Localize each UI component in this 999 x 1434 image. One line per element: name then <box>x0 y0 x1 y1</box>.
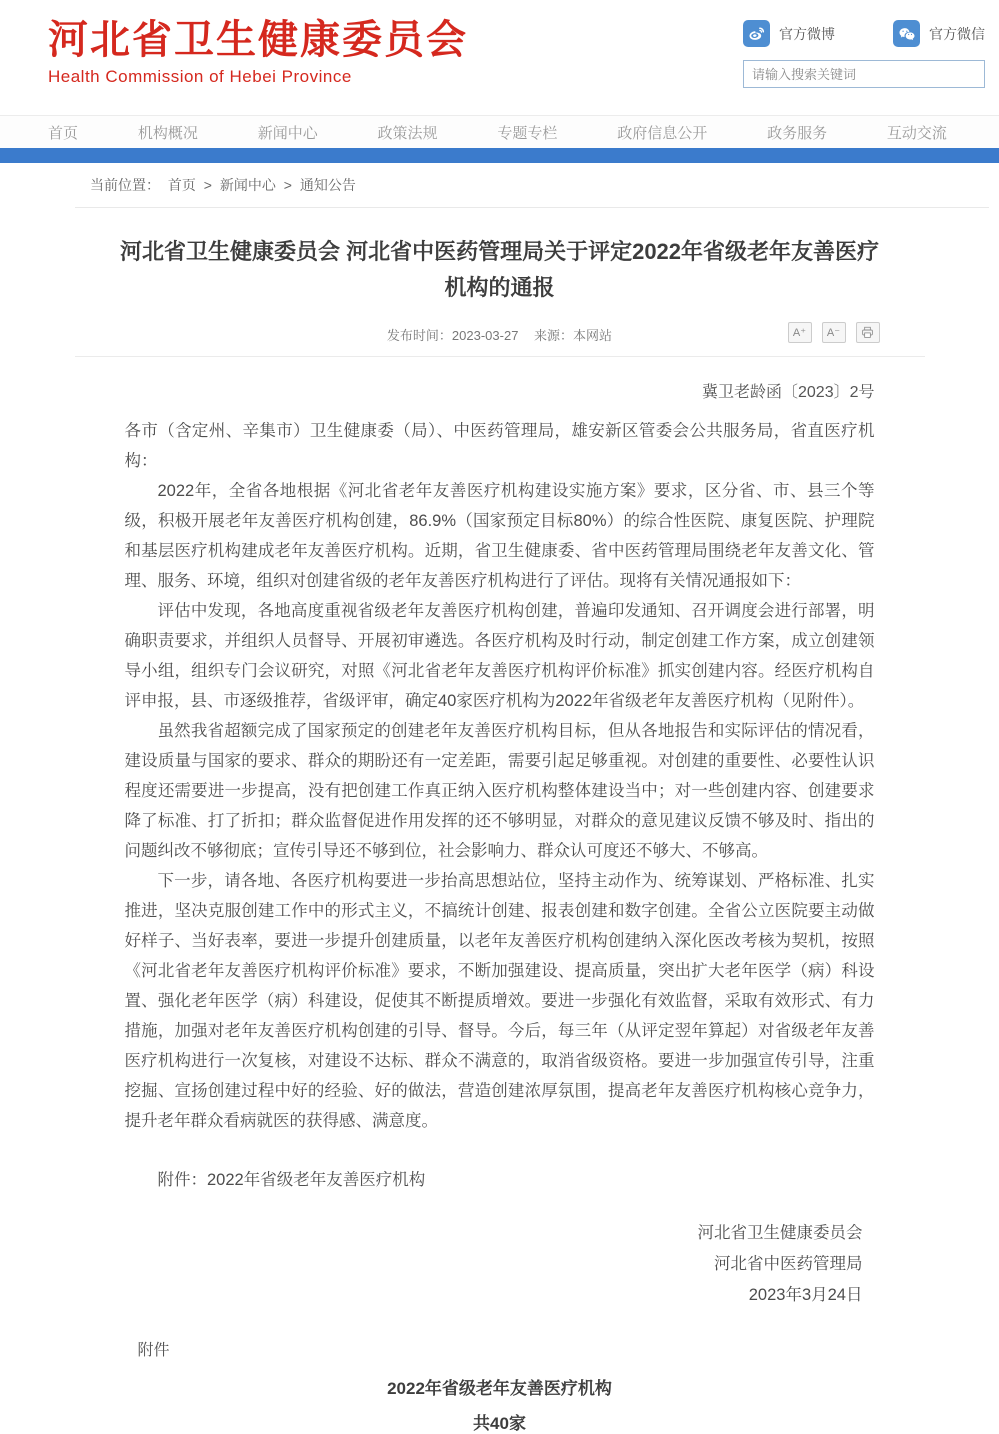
salutation: 各市（含定州、辛集市）卫生健康委（局）、中医药管理局，雄安新区管委会公共服务局，省直医疗机构： <box>124 421 875 470</box>
site-title-en: Health Commission of Hebei Province <box>48 67 352 86</box>
font-decrease-button[interactable]: A⁻ <box>822 322 846 343</box>
publish-time: 发布时间：2023-03-27 <box>386 327 519 343</box>
signature-date: 2023年3月24日 <box>748 1285 863 1304</box>
nav-item-overview[interactable]: 机构概况 <box>137 124 198 142</box>
article <box>75 208 925 1434</box>
attachment-title: 2022年省级老年友善医疗机构 <box>387 1378 612 1398</box>
weibo-icon <box>743 20 770 47</box>
paragraph: 2022年，全省各地根据《河北省老年友善医疗机构建设实施方案》要求，区分省、市、县三个等级，积极开展老年友善医疗机构创建，86.9%（国家预定目标80%）的综合性医院、康复医院、护理院和基层医疗机构建成老年友善医疗机构。近期，省卫生健康委、省中医药管理局围绕老年友善文化、管理、服务、环境，组织对创建省级的老年友善医疗机构进行了评估。现将有关情况通报如下： <box>124 481 875 590</box>
print-button[interactable] <box>856 322 880 343</box>
site-title-cn: 河北省卫生健康委员会 <box>48 18 468 62</box>
font-increase-button[interactable]: A⁺ <box>788 322 812 343</box>
wechat-link[interactable] <box>893 20 985 47</box>
wechat-icon <box>893 20 920 47</box>
breadcrumb-news-center[interactable]: 新闻中心 <box>219 177 276 193</box>
breadcrumb-label: 当前位置： <box>90 177 160 193</box>
article-source: 来源：本网站 <box>534 327 613 343</box>
site-header <box>0 0 999 115</box>
paragraph: 虽然我省超额完成了国家预定的创建老年友善医疗机构目标，但从各地报告和实际评估的情况看，建设质量与国家的要求、群众的期盼还有一定差距，需要引起足够重视。对创建的重要性、必要性认识程度还需要进一步提高，没有把创建工作真正纳入医疗机构整体建设当中；对一些创建内容、创建要求降了标准、打了折扣；群众监督促进作用发挥的还不够明显，对群众的意见建议反馈不够及时、指出的问题纠改不够彻底；宣传引导还不够到位，社会影响力、群众认可度还不够大、不够高。 <box>124 721 875 860</box>
nav-item-interaction[interactable]: 互动交流 <box>886 124 947 142</box>
breadcrumb-home[interactable]: 首页 <box>167 177 196 193</box>
nav-item-news[interactable]: 新闻中心 <box>257 124 318 142</box>
breadcrumb-separator: > <box>283 177 292 193</box>
search-input[interactable] <box>743 60 985 88</box>
article-body <box>75 402 925 1136</box>
paragraph: 下一步，请各地、各医疗机构要进一步抬高思想站位，坚持主动作为、统筹谋划、严格标准、扎实推进，坚决克服创建工作中的形式主义，不搞统计创建、报表创建和数字创建。全省公立医院要主动做好样子、当好表率，要进一步提升创建质量，以老年友善医疗机构创建纳入深化医改考核为契机，按照《河北省老年友善医疗机构评价标准》要求，不断加强建设、提高质量，突出扩大老年医学（病）科设置、强化老年医学（病）科建设，促使其不断提质增效。要进一步强化有效监督，采取有效形式、有力措施，加强对老年友善医疗机构创建的引导、督导。今后，每三年（从评定翌年算起）对省级老年友善医疗机构进行一次复核，对建设不达标、群众不满意的，取消省级资格。要进一步加强宣传引导，注重挖掘、宣扬创建过程中好的经验、好的做法，营造创建浓厚氛围，提高老年友善医疗机构核心竞争力，提升老年群众看病就医的获得感、满意度。 <box>124 871 875 1130</box>
document-number: 冀卫老龄函〔2023〕2号 <box>702 383 875 401</box>
attachment-label: 附件 <box>137 1341 170 1359</box>
main-nav <box>0 115 999 148</box>
attachment-reference: 附件：2022年省级老年友善医疗机构 <box>157 1170 426 1189</box>
signature-org-2: 河北省中医药管理局 <box>714 1254 863 1273</box>
signature-block <box>75 1190 925 1311</box>
breadcrumb-separator: > <box>203 177 212 193</box>
attachment-count: 共40家 <box>473 1413 526 1433</box>
breadcrumb <box>75 163 989 208</box>
nav-item-topics[interactable]: 专题专栏 <box>497 124 558 142</box>
weibo-label: 官方微博 <box>779 25 835 42</box>
breadcrumb-notices[interactable]: 通知公告 <box>299 177 356 193</box>
paragraph: 评估中发现，各地高度重视省级老年友善医疗机构创建，普遍印发通知、召开调度会进行部署，明确职责要求，并组织人员督导、开展初审遴选。各医疗机构及时行动，制定创建工作方案，成立创建领导小组，组织专门会议研究，对照《河北省老年友善医疗机构评价标准》抓实创建内容。经医疗机构自评申报，县、市逐级推荐，省级评审，确定40家医疗机构为2022年省级老年友善医疗机构（见附件）。 <box>124 601 875 710</box>
print-icon <box>861 326 874 339</box>
weibo-link[interactable] <box>743 20 835 47</box>
nav-item-gov-info[interactable]: 政府信息公开 <box>617 124 708 142</box>
nav-item-home[interactable]: 首页 <box>48 124 79 142</box>
article-title: 河北省卫生健康委员会 河北省中医药管理局关于评定2022年省级老年友善医疗机构的通报 <box>119 239 880 301</box>
nav-item-policies[interactable]: 政策法规 <box>377 124 438 142</box>
nav-item-services[interactable]: 政务服务 <box>767 124 828 142</box>
nav-accent-bar <box>0 148 999 163</box>
wechat-label: 官方微信 <box>929 25 985 42</box>
site-logo[interactable] <box>48 14 468 115</box>
article-meta <box>75 325 925 357</box>
signature-org-1: 河北省卫生健康委员会 <box>697 1223 863 1242</box>
